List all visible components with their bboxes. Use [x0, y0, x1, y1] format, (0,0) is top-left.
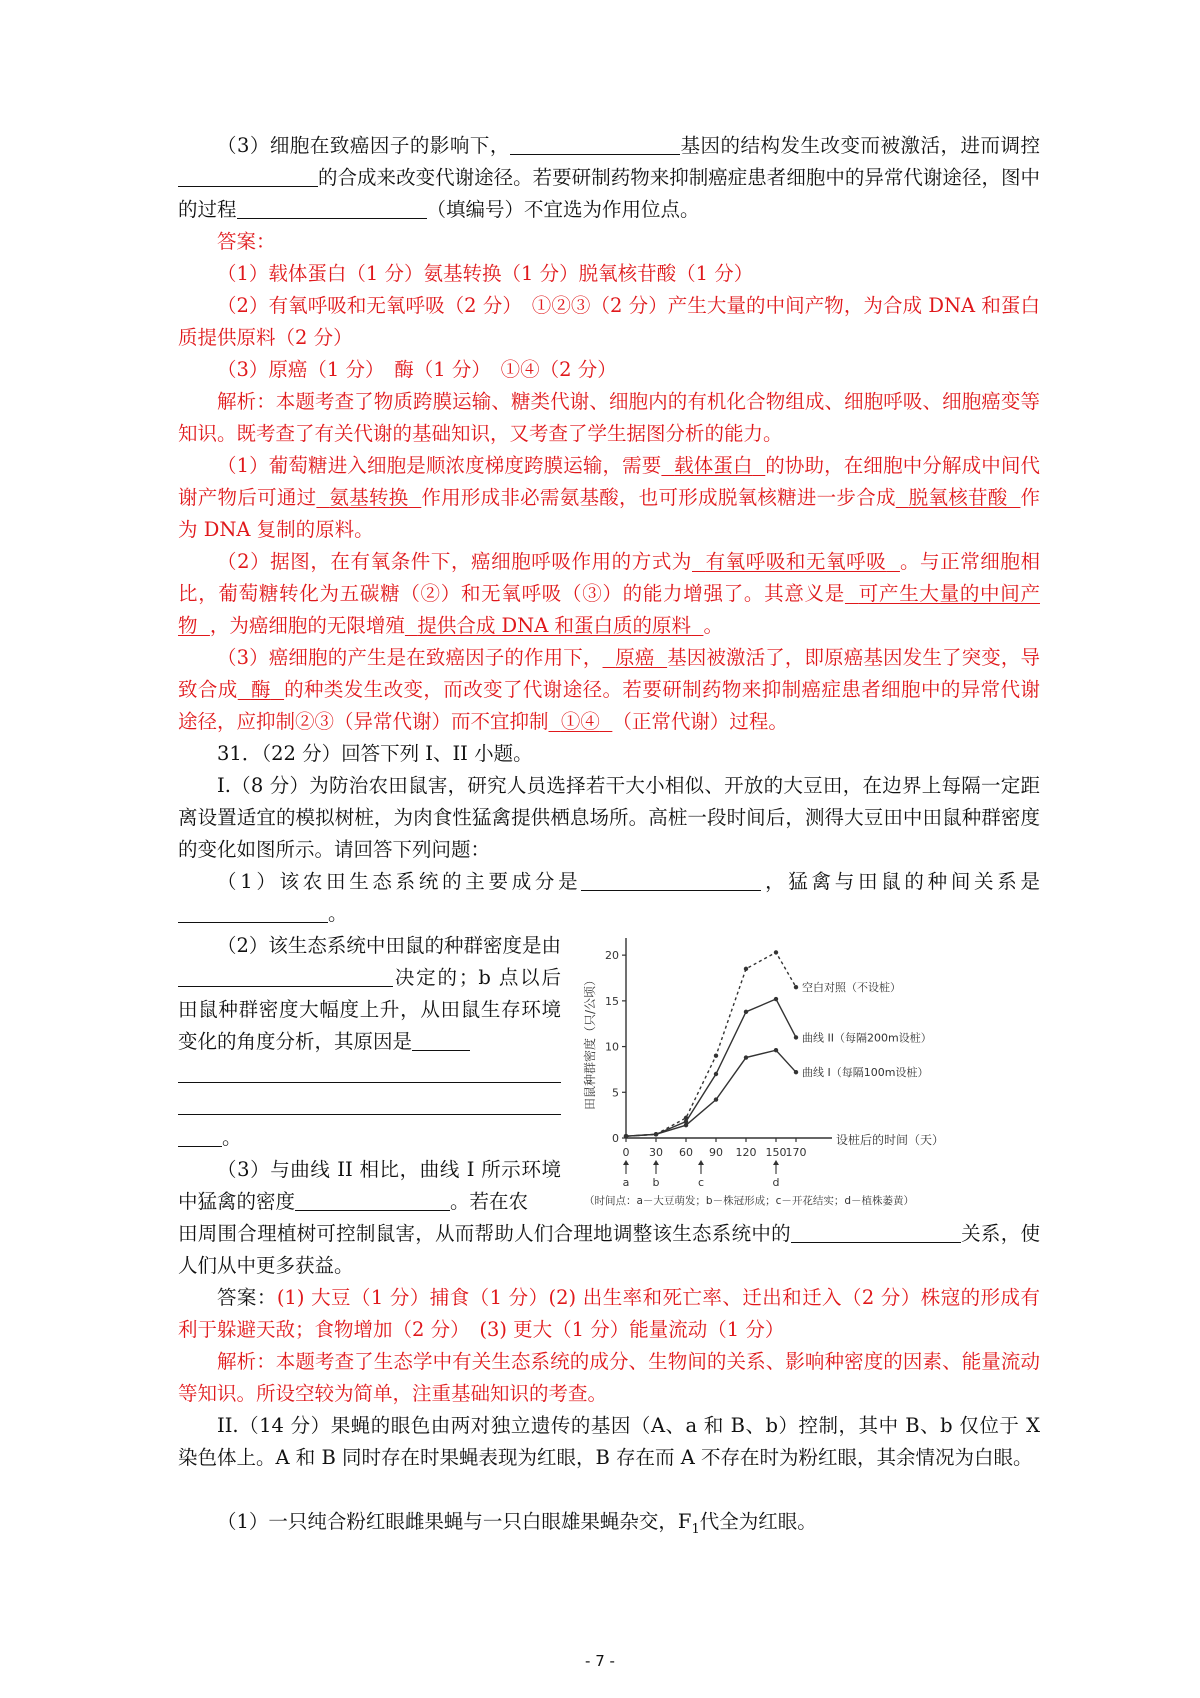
answer-line-2: （2）有氧呼吸和无氧呼吸（2 分） ①②③（2 分）产生大量的中间产物，为合成 DNA 和蛋白质提供原料（2 分）	[178, 294, 1040, 349]
x-tick-label: 0	[622, 1146, 630, 1159]
series-label: 空白对照（不设桩）	[802, 981, 901, 995]
series-line	[626, 952, 796, 1136]
data-point	[744, 1010, 748, 1014]
answer-line[interactable]	[178, 1082, 561, 1083]
question-31-i-3-end: 田周围合理植树可控制鼠害，从而帮助人们合理地调整该生态系统中的 关系，使人们从中更多获益。	[178, 1222, 1040, 1277]
y-tick-label: 0	[612, 1132, 619, 1145]
question-31-i-analysis: 解析：本题考查了生态学中有关生态系统的成分、生物间的关系、影响种密度的因素、能量流动等知识。所设空较为简单，注重基础知识的考查。	[178, 1350, 1040, 1405]
question-3: （3）细胞在致癌因子的影响下， 基因的结构发生改变而被激活，进而调控的合成来改变代谢途径。若要研制药物来抑制癌症患者细胞中的异常代谢途径，图中的过程 （填编号）不宜选为作用位点。	[178, 134, 1040, 221]
y-tick-label: 5	[612, 1086, 619, 1100]
answer-blank[interactable]	[295, 1190, 450, 1211]
data-point	[774, 997, 778, 1001]
question-31-i-2-end: 。	[178, 1122, 561, 1154]
question-31-i-3-start: （3）与曲线 II 相比，曲线 I 所示环境中猛禽的密度 。若在农	[178, 1158, 561, 1213]
data-point	[654, 1132, 658, 1136]
question-31-heading: 31．（22 分）回答下列 I、II 小题。	[217, 742, 533, 765]
time-arrow-head	[698, 1160, 704, 1165]
analysis-intro: 解析：本题考查了物质跨膜运输、糖类代谢、细胞内的有机化合物组成、细胞呼吸、细胞癌变等知识。既考查了有关代谢的基础知识，又考查了学生据图分析的能力。	[178, 390, 1040, 445]
answer-label: 答案：	[217, 230, 276, 253]
question-31-i-intro: I.（8 分）为防治农田鼠害，研究人员选择若干大小相似、开放的大豆田，在边界上每隔一定距离设置适宜的模拟树桩，为肉食性猛禽提供栖息场所。高桩一段时间后，测得大豆田中田鼠种群密度的变化如图所示。请回答下列问题：	[178, 774, 1040, 861]
answer-blank[interactable]	[791, 1222, 961, 1243]
question-31-ii-intro: II.（14 分）果蝇的眼色由两对独立遗传的基因（A、a 和 B、b）控制，其中 B、b 仅位于 X 染色体上。A 和 B 同时存在时果蝇表现为红眼，B 存在而 A 不存在时为粉红眼，其余情况为白眼。	[178, 1414, 1040, 1469]
time-point-label: c	[697, 1176, 705, 1189]
time-point-label: b	[652, 1176, 660, 1189]
data-point	[774, 1048, 778, 1052]
series-label: 曲线 I（每隔100m设桩）	[802, 1066, 929, 1080]
time-arrow-head	[773, 1160, 779, 1165]
answer-blank[interactable]	[237, 198, 427, 219]
series-label: 曲线 II（每隔200m设桩）	[802, 1031, 932, 1045]
answer-line-1: （1）载体蛋白（1 分）氨基转换（1 分）脱氧核苷酸（1 分）	[217, 262, 754, 285]
x-tick-label: 150	[765, 1146, 787, 1159]
time-arrow-head	[653, 1160, 659, 1165]
x-tick-label: 90	[709, 1146, 723, 1159]
y-axis-label: 田鼠种群密度（只/公顷）	[583, 973, 597, 1111]
time-point-note: （时间点：a－大豆萌发；b－株冠形成；c－开花结实；d－植株萎黄）	[584, 1195, 915, 1207]
time-arrow-head	[623, 1160, 629, 1165]
y-tick-label: 10	[605, 1040, 619, 1054]
time-point-label: a	[622, 1176, 630, 1189]
data-point	[714, 1072, 718, 1076]
y-tick-label: 20	[605, 949, 619, 963]
x-tick-label: 170	[785, 1146, 807, 1159]
data-point	[624, 1134, 628, 1138]
series-line	[626, 1050, 796, 1136]
data-point	[794, 1070, 798, 1074]
answer-blank[interactable]	[178, 1126, 222, 1147]
analysis-part-1: （1）葡萄糖进入细胞是顺浓度梯度跨膜运输，需要 载体蛋白 的协助，在细胞中分解成中间代谢产物后可通过 氨基转换 作用形成非必需氨基酸，也可形成脱氧核糖进一步合成 脱氧核苷酸 作为 DNA 复制的原料。	[178, 454, 1040, 541]
data-point	[714, 1054, 718, 1058]
data-point	[774, 950, 778, 954]
analysis-part-3: （3）癌细胞的产生是在致癌因子的作用下， 原癌 基因被激活了，即原癌基因发生了突变，导致合成 酶 的种类发生改变，而改变了代谢途径。若要研制药物来抑制癌症患者细胞中的异常代谢途径，应抑制②③（异常代谢）而不宜抑制 ①④ （正常代谢）过程。	[178, 646, 1040, 733]
data-point	[794, 1035, 798, 1039]
question-31-i-answer: 答案：(1) 大豆（1 分）捕食（1 分）(2) 出生率和死亡率、迁出和迁入（2 分）株寇的形成有利于躲避天敌；食物增加（2 分） (3) 更大（1 分）能量流动（1 分）	[178, 1286, 1040, 1341]
data-point	[714, 1097, 718, 1101]
data-point	[744, 1055, 748, 1059]
x-tick-label: 60	[679, 1146, 693, 1159]
answer-blank[interactable]	[510, 134, 680, 155]
time-point-label: d	[772, 1176, 780, 1189]
x-axis-label: 设桩后的时间（天）	[836, 1133, 945, 1147]
answer-blank[interactable]	[178, 902, 328, 923]
x-tick-label: 120	[735, 1146, 757, 1159]
data-point	[744, 967, 748, 971]
answer-blank[interactable]	[178, 166, 318, 187]
answer-blank[interactable]	[412, 1030, 470, 1051]
data-point	[684, 1123, 688, 1127]
x-tick-label: 30	[649, 1146, 663, 1159]
question-31-ii-1: （1）一只纯合粉红眼雌果蝇与一只白眼雄果蝇杂交，$F_1$代全为红眼。	[217, 1510, 817, 1537]
answer-blank[interactable]	[581, 870, 761, 891]
answer-line[interactable]	[178, 1114, 561, 1115]
answer-line-3: （3）原癌（1 分） 酶（1 分） ①④（2 分）	[217, 358, 617, 381]
analysis-part-2: （2）据图，在有氧条件下，癌细胞呼吸作用的方式为 有氧呼吸和无氧呼吸 。与正常细胞相比，葡萄糖转化为五碳糖（②）和无氧呼吸（③）的能力增强了。其意义是 可产生大量的中间产物 ，为癌细胞的无限增殖 提供合成 DNA 和蛋白质的原料 。	[178, 550, 1040, 637]
answer-blank[interactable]	[178, 966, 393, 987]
y-tick-label: 15	[605, 994, 619, 1008]
question-31-i-2: （2）该生态系统中田鼠的种群密度是由决定的；b 点以后田鼠种群密度大幅度上升，从田鼠生存环境变化的角度分析，其原因是	[178, 934, 561, 1053]
page-number: - 7 -	[585, 1652, 615, 1670]
data-point	[794, 985, 798, 989]
question-31-i-1: （1）该农田生态系统的主要成分是 ，猛禽与田鼠的种间关系是。	[178, 866, 1040, 930]
population-density-chart	[578, 924, 1048, 1207]
